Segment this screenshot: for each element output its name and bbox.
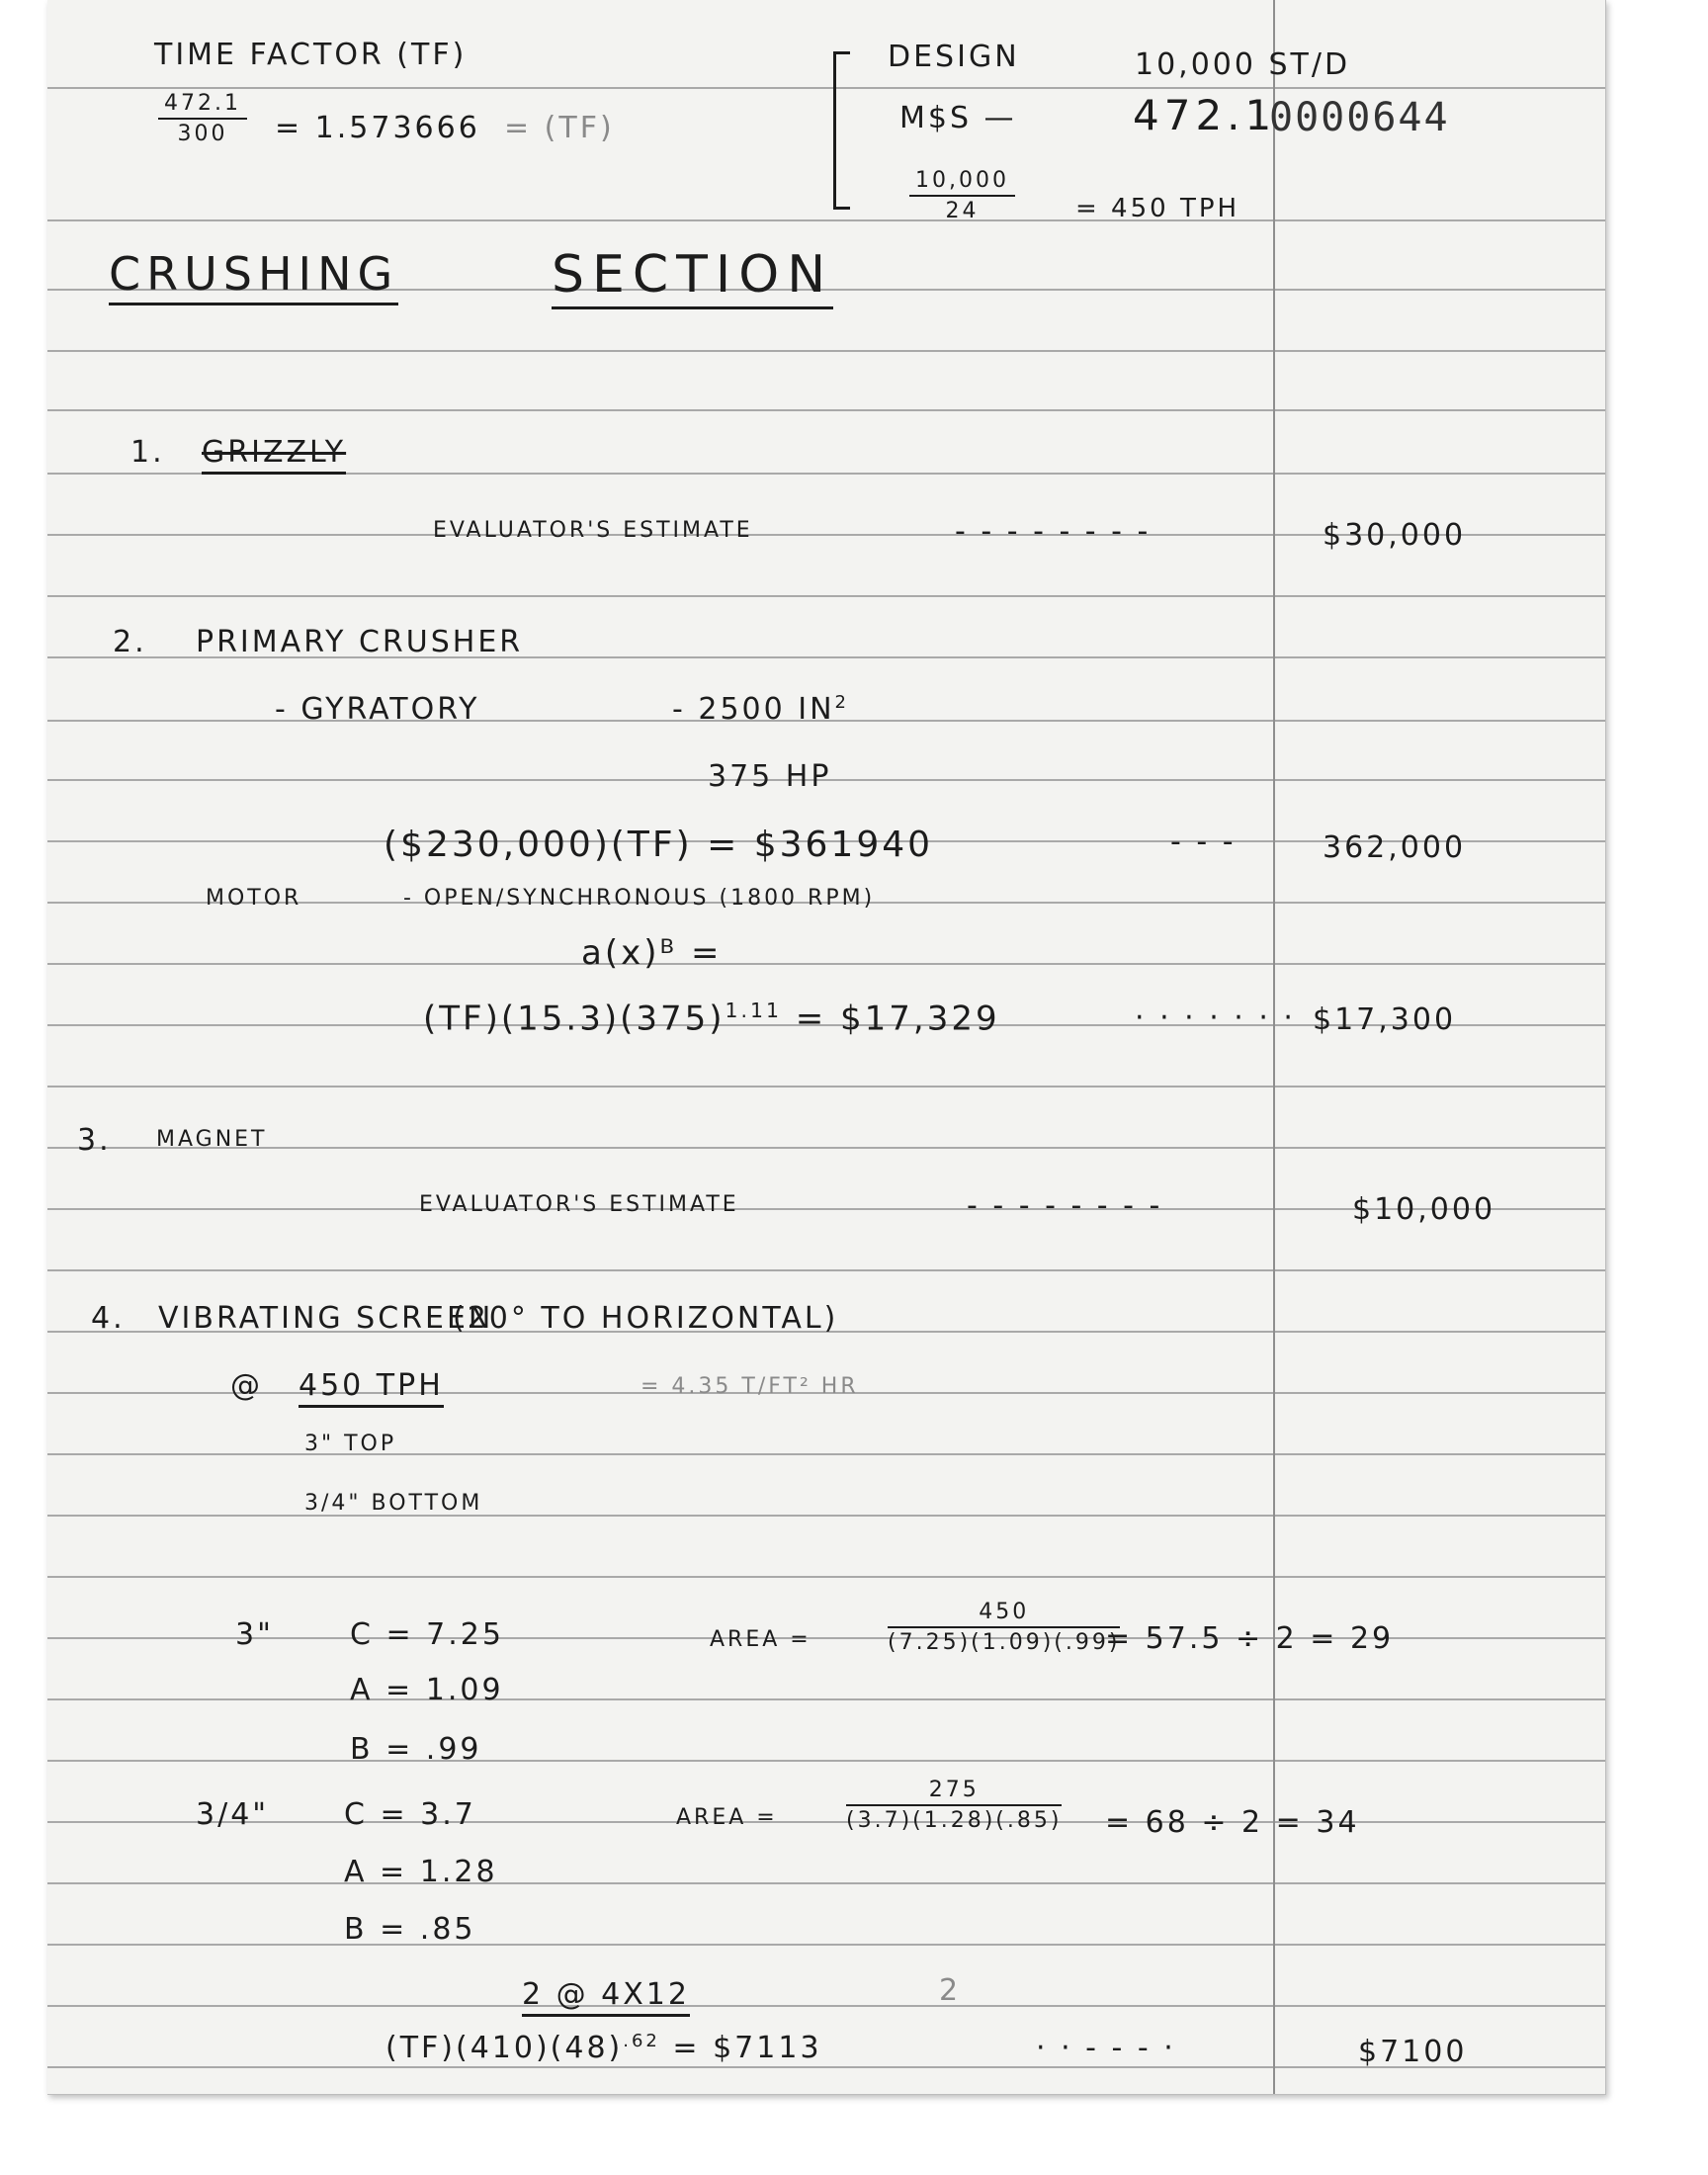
ruled-line [47, 1147, 1605, 1149]
item-2-size-value: - 2500 IN [672, 692, 835, 727]
section-title-crushing-text: CRUSHING [109, 247, 398, 305]
deck-1-b: B = .99 [350, 1732, 482, 1767]
ruled-line [47, 1698, 1605, 1700]
item-3-title: MAGNET [156, 1127, 268, 1152]
screen-cost-formula [385, 2031, 822, 2065]
ruled-line [47, 595, 1605, 597]
time-factor-heading: TIME FACTOR (TF) [154, 38, 468, 72]
ruled-line [47, 1576, 1605, 1578]
motor-leader: · · · · · · · [1135, 1000, 1296, 1035]
item-2-leader: - - - [1170, 825, 1237, 859]
ms-label: M$S — [899, 101, 1017, 135]
tph-numerator: 10,000 [909, 168, 1015, 197]
deck-2-c: C = 3.7 [344, 1797, 476, 1832]
motor-calculation-result: = $17,329 [781, 999, 1000, 1039]
item-3-leader: - - - - - - - - [967, 1188, 1163, 1223]
tph-denominator: 24 [945, 199, 980, 223]
time-factor-numerator: 472.1 [158, 91, 247, 120]
deck-1-c: C = 7.25 [350, 1617, 504, 1652]
motor-amount: $17,300 [1313, 1002, 1457, 1037]
item-1-estimate-label: EVALUATOR'S ESTIMATE [433, 518, 753, 543]
deck-2-area-numerator: 275 [846, 1778, 1062, 1806]
time-factor-result: = 1.573666 [275, 111, 480, 145]
tph-fraction [909, 168, 1015, 223]
ruled-line [47, 87, 1605, 89]
screen-amount: $7100 [1358, 2035, 1468, 2069]
item-1-title-text: GRIZZLY [202, 435, 346, 475]
screen-bottom-deck: 3/4" BOTTOM [304, 1491, 483, 1516]
deck-1-area-fraction [888, 1600, 1120, 1655]
ruled-line [47, 2005, 1605, 2007]
deck-1-area-numerator: 450 [888, 1600, 1120, 1628]
deck-2-area-label: AREA = [676, 1805, 778, 1830]
time-factor-result-note: = (TF) [504, 111, 615, 145]
screen-cost-base: (TF)(410)(48) [385, 2031, 624, 2065]
screen-count [522, 1977, 690, 2012]
item-4-angle: (20° TO HORIZONTAL) [453, 1301, 839, 1336]
item-1-title [202, 435, 346, 470]
motor-calculation-exponent: 1.11 [725, 999, 782, 1022]
design-bracket [833, 51, 850, 210]
screen-cost-exponent: .62 [623, 2031, 660, 2051]
item-3-amount: $10,000 [1352, 1192, 1496, 1227]
margin-line [1273, 0, 1275, 2094]
deck-2-area-result: = 68 ÷ 2 = 34 [1105, 1805, 1360, 1840]
section-title-crushing [109, 247, 398, 301]
screen-leader: · · - - - · [1036, 2031, 1176, 2065]
section-title-section-text: SECTION [552, 245, 833, 309]
ms-value: 472.1 [1133, 91, 1277, 139]
screen-count-text: 2 @ 4X12 [522, 1977, 690, 2017]
deck-1-area-label: AREA = [710, 1627, 811, 1652]
screen-top-deck: 3" TOP [304, 1432, 397, 1456]
item-2-amount: 362,000 [1323, 830, 1467, 865]
ruled-line [47, 1086, 1605, 1088]
item-1-number: 1. [130, 435, 165, 470]
stamped-index-number: 0000644 [1269, 95, 1450, 140]
item-2-cost-formula: ($230,000)(TF) = $361940 [384, 825, 934, 865]
item-1-amount: $30,000 [1323, 518, 1467, 553]
time-factor-denominator: 300 [177, 122, 228, 146]
ruled-line [47, 1515, 1605, 1517]
ruled-line [47, 350, 1605, 352]
design-label: DESIGN [888, 40, 1020, 74]
item-2-size [672, 692, 849, 727]
item-1-leader: - - - - - - - - [955, 514, 1152, 549]
item-3-number: 3. [77, 1123, 112, 1158]
deck-1-area-result: = 57.5 ÷ 2 = 29 [1105, 1621, 1395, 1656]
screen-rate-at: @ [230, 1368, 263, 1403]
ruled-line [47, 1453, 1605, 1455]
item-3-estimate-label: EVALUATOR'S ESTIMATE [419, 1192, 739, 1217]
item-2-type: - GYRATORY [275, 692, 480, 727]
ruled-line [47, 1821, 1605, 1823]
time-factor-fraction [158, 91, 247, 146]
deck-2-size: 3/4" [196, 1797, 270, 1832]
item-2-title: PRIMARY CRUSHER [196, 625, 524, 659]
ruled-line [47, 1882, 1605, 1884]
deck-2-area-fraction [846, 1778, 1062, 1833]
screen-cost-result: = $7113 [659, 2031, 822, 2065]
deck-2-a: A = 1.28 [344, 1855, 498, 1889]
section-title-section [552, 245, 833, 304]
item-4-title: VIBRATING SCREEN [158, 1301, 494, 1336]
item-2-size-exponent: 2 [834, 692, 849, 713]
notebook-page [47, 0, 1606, 2095]
motor-label: MOTOR [206, 886, 302, 911]
item-4-number: 4. [91, 1301, 126, 1336]
deck-1-area-denominator: (7.25)(1.09)(.99) [888, 1630, 1121, 1655]
deck-1-size: 3" [235, 1617, 274, 1652]
deck-1-a: A = 1.09 [350, 1673, 504, 1707]
motor-type: - OPEN/SYNCHRONOUS (1800 RPM) [403, 886, 876, 911]
screen-rate-value: 450 TPH [299, 1368, 444, 1408]
ruled-line [47, 219, 1605, 221]
screen-rate [299, 1368, 444, 1403]
ruled-line [47, 963, 1605, 965]
deck-2-area-denominator: (3.7)(1.28)(.85) [846, 1808, 1063, 1833]
design-capacity: 10,000 ST/D [1135, 47, 1351, 82]
deck-2-b: B = .85 [344, 1912, 476, 1947]
item-2-hp: 375 HP [708, 759, 832, 794]
ruled-line [47, 1760, 1605, 1762]
motor-equation-general: a(x)ᴮ = [581, 933, 723, 973]
screen-count-note: 2 [939, 1973, 962, 2008]
screen-rate-note: = 4.35 T/FT² HR [640, 1374, 859, 1399]
ruled-line [47, 1269, 1605, 1271]
tph-result: = 450 TPH [1075, 194, 1240, 223]
ruled-line [47, 409, 1605, 411]
ruled-line [47, 1944, 1605, 1946]
item-2-number: 2. [113, 625, 147, 659]
motor-calculation [423, 999, 1000, 1038]
motor-calculation-base: (TF)(15.3)(375) [423, 999, 726, 1039]
